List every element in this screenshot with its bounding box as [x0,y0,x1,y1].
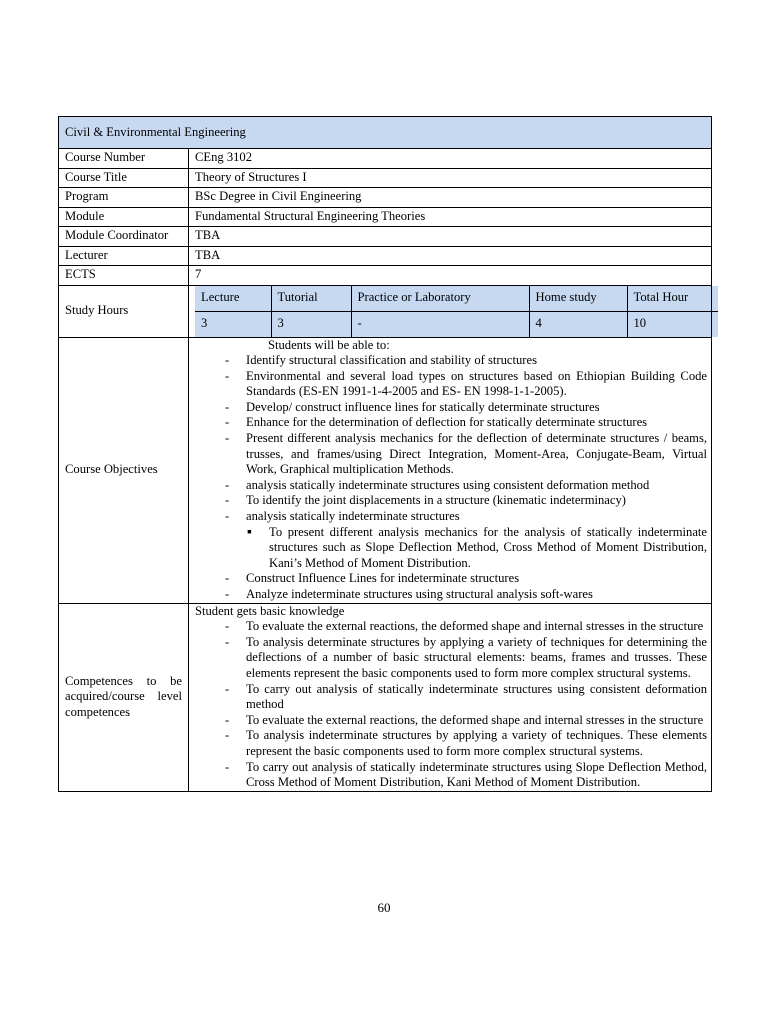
sub-list-item: ▪ To present different analysis mechanics for the analysis of statically indeterminate structures such as Slope Deflection Method, Cross Method of Moment Distribution, Kani’s Method of Moment Distribution. [195,525,711,572]
field-label: Lecturer [59,246,189,266]
competences-list [195,619,711,791]
list-item: - analysis statically indeterminate structures using consistent deformation method [195,478,711,494]
study-hours-table [195,286,718,337]
list-item: - To evaluate the external reactions, the deformed shape and internal stresses in the structure [195,713,711,729]
field-value: 7 [189,266,712,286]
field-value: CEng 3102 [189,149,712,169]
table-row [59,246,712,266]
course-page [58,116,711,792]
table-row [59,188,712,208]
study-hours-value: 3 [195,311,271,337]
field-label: ECTS [59,266,189,286]
study-hours-cell [189,285,712,337]
list-item: - Present different analysis mechanics for the deflection of determinate structures / beams, trusses, and frames/using Direct Integration, Moment-Area, Conjugate-Beam, Virtual Work, Graphical multiplication Methods. [195,431,711,478]
field-label: Course Number [59,149,189,169]
field-value: TBA [189,227,712,247]
study-hours-header: Practice or Laboratory [351,286,529,312]
study-hours-value: 3 [271,311,351,337]
objectives-sublist [195,525,711,572]
objectives-content [189,337,712,603]
objectives-intro: Students will be able to: [268,337,390,352]
study-hours-header: Lecture [195,286,271,312]
competences-intro: Student gets basic knowledge [195,603,345,618]
field-label: Program [59,188,189,208]
study-hours-value: 10 [627,311,718,337]
table-header-row [59,117,712,149]
list-item: - Analyze indeterminate structures using structural analysis soft-wares [195,587,711,603]
study-hours-value: 4 [529,311,627,337]
field-label: Module Coordinator [59,227,189,247]
competences-label: Competences to be acquired/course level competences [59,603,189,791]
list-item: - Construct Influence Lines for indeterminate structures [195,571,711,587]
study-hours-value: - [351,311,529,337]
list-item: - To carry out analysis of statically indeterminate structures using consistent deformation method [195,682,711,713]
table-row [59,207,712,227]
study-hours-header: Home study [529,286,627,312]
list-item: - Enhance for the determination of deflection for statically determinate structures [195,415,711,431]
competences-content [189,603,712,791]
field-value: BSc Degree in Civil Engineering [189,188,712,208]
objectives-list [195,353,711,525]
table-row [59,168,712,188]
study-hours-value-row [195,311,718,337]
list-item: - To identify the joint displacements in a structure (kinematic indeterminacy) [195,493,711,509]
list-item: - Identify structural classification and stability of structures [195,353,711,369]
field-value: TBA [189,246,712,266]
study-hours-header: Total Hour [627,286,718,312]
study-hours-header: Tutorial [271,286,351,312]
list-item: - Develop/ construct influence lines for statically determinate structures [195,400,711,416]
page-number: 60 [377,900,391,915]
objectives-label: Course Objectives [59,337,189,603]
study-hours-label: Study Hours [59,285,189,337]
field-value: Fundamental Structural Engineering Theories [189,207,712,227]
list-item: - To analysis determinate structures by applying a variety of techniques for determining the deflections of a number of basic structural elements: beams, frames and trusses. These elements represent the basic components used to form more complex structural systems. [195,635,711,682]
table-row [59,227,712,247]
field-label: Module [59,207,189,227]
course-table [58,116,712,792]
study-hours-row [59,285,712,337]
objectives-row [59,337,712,603]
table-row [59,149,712,169]
study-hours-header-row [195,286,718,312]
field-label: Course Title [59,168,189,188]
competences-row [59,603,712,791]
list-item: - To carry out analysis of statically indeterminate structures using Slope Deflection Method, Cross Method of Moment Distribution, Kani Method of Moment Distribution. [195,760,711,791]
field-value: Theory of Structures I [189,168,712,188]
list-item: - Environmental and several load types on structures based on Ethiopian Building Code Standards (ES-EN 1991-1-4-2005 and ES- EN 1998-1-1-2005). [195,369,711,400]
objectives-list-continued [195,571,711,602]
list-item: - analysis statically indeterminate structures [195,509,711,525]
department-header: Civil & Environmental Engineering [59,117,712,149]
table-row [59,266,712,286]
list-item: - To analysis indeterminate structures by applying a variety of techniques. These elements represent the basic components used to form more complex structural systems. [195,728,711,759]
list-item: - To evaluate the external reactions, the deformed shape and internal stresses in the structure [195,619,711,635]
